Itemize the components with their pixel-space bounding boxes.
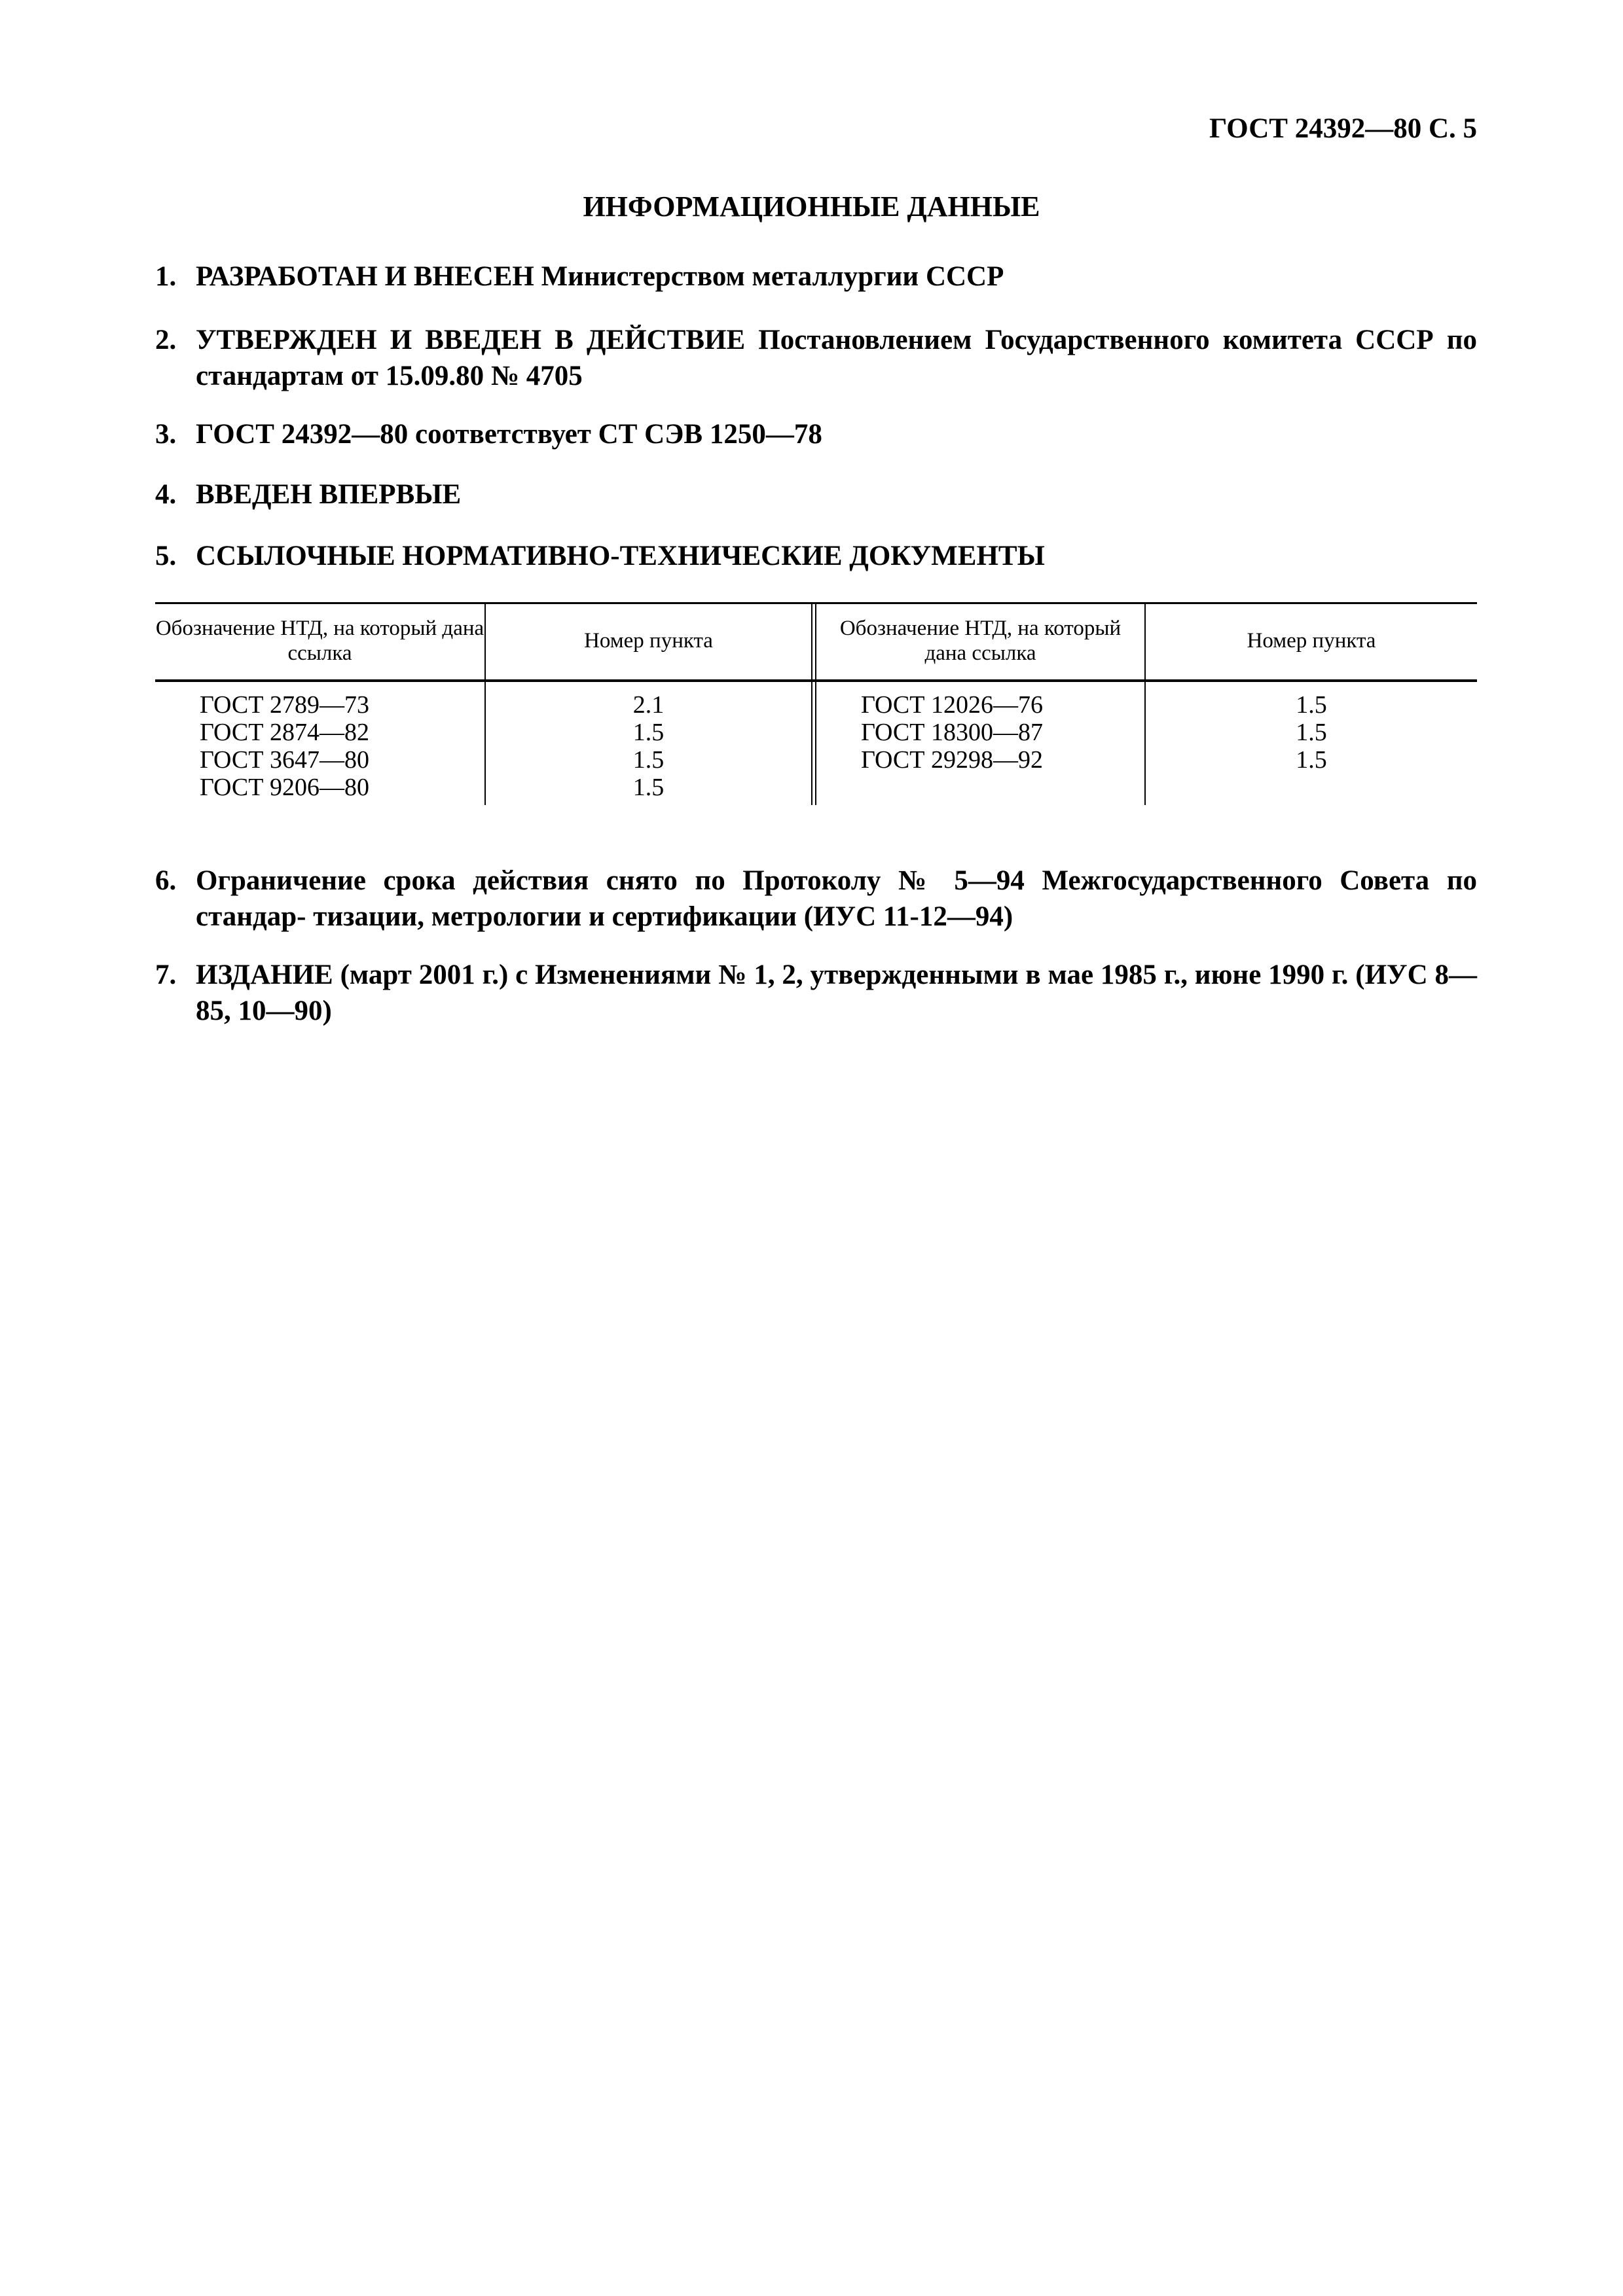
item-number: 6. xyxy=(155,865,177,896)
table-cell: 1.5 xyxy=(1296,719,1327,746)
info-item-1 xyxy=(155,259,1477,295)
item-number: 5. xyxy=(155,541,177,571)
item-text: Министерством металлургии СССР xyxy=(534,261,1004,292)
info-item-6 xyxy=(155,863,1477,935)
item-text: (март 2001 г.) с Изменениями № 1, 2, утвержденными в мае 1985 г., июне 1990 г. (ИУС 8—85, 10—90) xyxy=(196,960,1477,1026)
table-cell: ГОСТ 2789—73 xyxy=(200,691,369,719)
item-number: 1. xyxy=(155,261,177,292)
header-left-doc: Обозначение НТД, на который дана ссылка xyxy=(155,617,484,665)
item-number: 7. xyxy=(155,960,177,990)
table-cell: ГОСТ 18300—87 xyxy=(861,719,1043,746)
item-number: 2. xyxy=(155,325,177,355)
table-double-divider xyxy=(811,602,816,805)
page-header: ГОСТ 24392—80 С. 5 xyxy=(1209,113,1477,144)
item-caps: ССЫЛОЧНЫЕ НОРМАТИВНО-ТЕХНИЧЕСКИЕ ДОКУМЕНТЫ xyxy=(196,541,1045,571)
table-cell: ГОСТ 12026—76 xyxy=(861,691,1043,719)
info-item-2 xyxy=(155,322,1477,394)
table-cell: 1.5 xyxy=(1296,746,1327,774)
item-caps: ВВЕДЕН ВПЕРВЫЕ xyxy=(196,479,462,510)
table-cell: ГОСТ 3647—80 xyxy=(200,746,369,774)
item-caps: ИЗДАНИЕ xyxy=(196,960,333,990)
left-doc-column xyxy=(200,691,369,801)
right-clause-column xyxy=(1146,691,1477,774)
header-right-doc: Обозначение НТД, на который дана ссылка xyxy=(839,617,1122,665)
table-cell: ГОСТ 9206—80 xyxy=(200,774,369,801)
info-item-3 xyxy=(155,416,1477,452)
table-cell: 1.5 xyxy=(1296,691,1327,719)
item-text: Постановлением Государственного комитета СССР по стандартам от 15.09.80 № 4705 xyxy=(196,325,1477,391)
table-cell: 1.5 xyxy=(632,774,665,801)
item-caps: РАЗРАБОТАН И ВНЕСЕН xyxy=(196,261,534,292)
table-cell: 1.5 xyxy=(632,746,665,774)
reference-documents-table xyxy=(155,602,1477,805)
info-item-7 xyxy=(155,957,1477,1029)
right-doc-column xyxy=(861,691,1043,774)
info-item-5 xyxy=(155,538,1477,574)
item-text: Ограничение срока действия снято по Протоколу № 5—94 Межгосударственного Совета по стандар- тизации, метрологии и сертификации (ИУС 11-12—94) xyxy=(196,865,1477,932)
info-item-4 xyxy=(155,476,1477,512)
document-title: ИНФОРМАЦИОННЫЕ ДАННЫЕ xyxy=(583,190,1040,223)
item-number: 3. xyxy=(155,419,177,450)
header-right-clause: Номер пункта xyxy=(1247,629,1376,653)
item-number: 4. xyxy=(155,479,177,510)
table-cell: 1.5 xyxy=(632,719,665,746)
item-caps: УТВЕРЖДЕН И ВВЕДЕН В ДЕЙСТВИЕ xyxy=(196,325,746,355)
header-left-clause: Номер пункта xyxy=(584,629,713,653)
item-text: ГОСТ 24392—80 соответствует СТ СЭВ 1250—78 xyxy=(196,419,822,450)
table-cell: ГОСТ 29298—92 xyxy=(861,746,1043,774)
table-cell: ГОСТ 2874—82 xyxy=(200,719,369,746)
table-cell: 2.1 xyxy=(632,691,665,719)
left-clause-column xyxy=(486,691,811,801)
